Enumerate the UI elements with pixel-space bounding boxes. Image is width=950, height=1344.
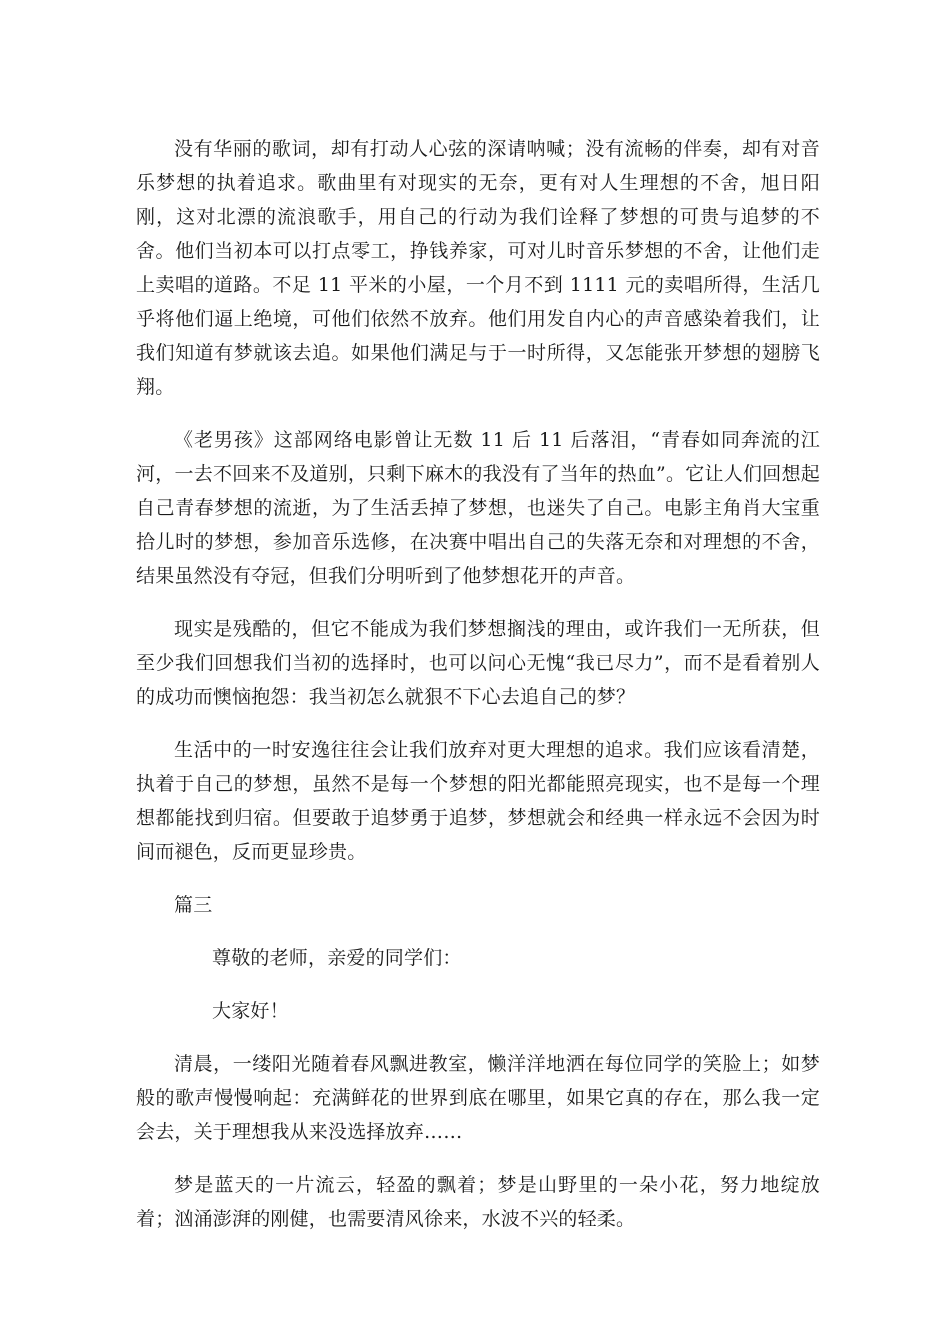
document-body xyxy=(136,132,820,1255)
paragraph-comfort: 生活中的一时安逸往往会让我们放弃对更大理想的追求。我们应该看清楚，执着于自己的梦想，虽然不是每一个梦想的阳光都能照亮现实，也不是每一个理想都能找到归宿。但要敢于追梦勇于追梦，梦想就会和经典一样永远不会因为时间而褪色，反而更显珍贵。 xyxy=(136,739,820,863)
paragraph-morning: 清晨，一缕阳光随着春风飘进教室，懒洋洋地洒在每位同学的笑脸上；如梦般的歌声慢慢响起：充满鲜花的世界到底在哪里，如果它真的存在，那么我一定会去，关于理想我从来没选择放弃…… xyxy=(136,1053,820,1143)
paragraph-dream-cloud: 梦是蓝天的一片流云，轻盈的飘着；梦是山野里的一朵小花，努力地绽放着；汹涌澎湃的刚健，也需要清风徐来，水波不兴的轻柔。 xyxy=(136,1174,820,1230)
paragraph-old-boy: 《老男孩》这部网络电影曾让无数 11 后 11 后落泪，“青春如同奔流的江河，一去不回来不及道别，只剩下麻木的我没有了当年的热血”。它让人们回想起自己青春梦想的流逝，为了生活丢掉了梦想，也迷失了自己。电影主角肖大宝重拾儿时的梦想，参加音乐选修，在决赛中唱出自己的失落无奈和对理想的不舍，结果虽然没有夺冠，但我们分明听到了他梦想花开的声音。 xyxy=(136,429,820,587)
paragraph-dream-pursuit: 没有华丽的歌词，却有打动人心弦的深请呐喊；没有流畅的伴奏，却有对音乐梦想的执着追求。歌曲里有对现实的无奈，更有对人生理想的不舍，旭日阳刚，这对北漂的流浪歌手，用自己的行动为我们诠释了梦想的可贵与追梦的不舍。他们当初本可以打点零工，挣钱养家，可对儿时音乐梦想的不舍，让他们走上卖唱的道路。不足 11 平米的小屋，一个月不到 1111 元的卖唱所得，生活几乎将他们逼上绝境，可他们依然不放弃。他们用发自内心的声音感染着我们，让我们知道有梦就该去追。如果他们满足与于一时所得，又怎能张开梦想的翅膀飞翔。 xyxy=(136,138,820,398)
paragraph-reality: 现实是残酷的，但它不能成为我们梦想搁浅的理由，或许我们一无所获，但至少我们回想我们当初的选择时，也可以问心无愧“我已尽力”，而不是看着别人的成功而懊恼抱怨：我当初怎么就狠不下心去追自己的梦？ xyxy=(136,618,820,708)
salutation: 尊敬的老师，亲爱的同学们： xyxy=(212,947,462,969)
greeting: 大家好！ xyxy=(212,1000,289,1022)
section-title: 篇三 xyxy=(174,894,213,916)
